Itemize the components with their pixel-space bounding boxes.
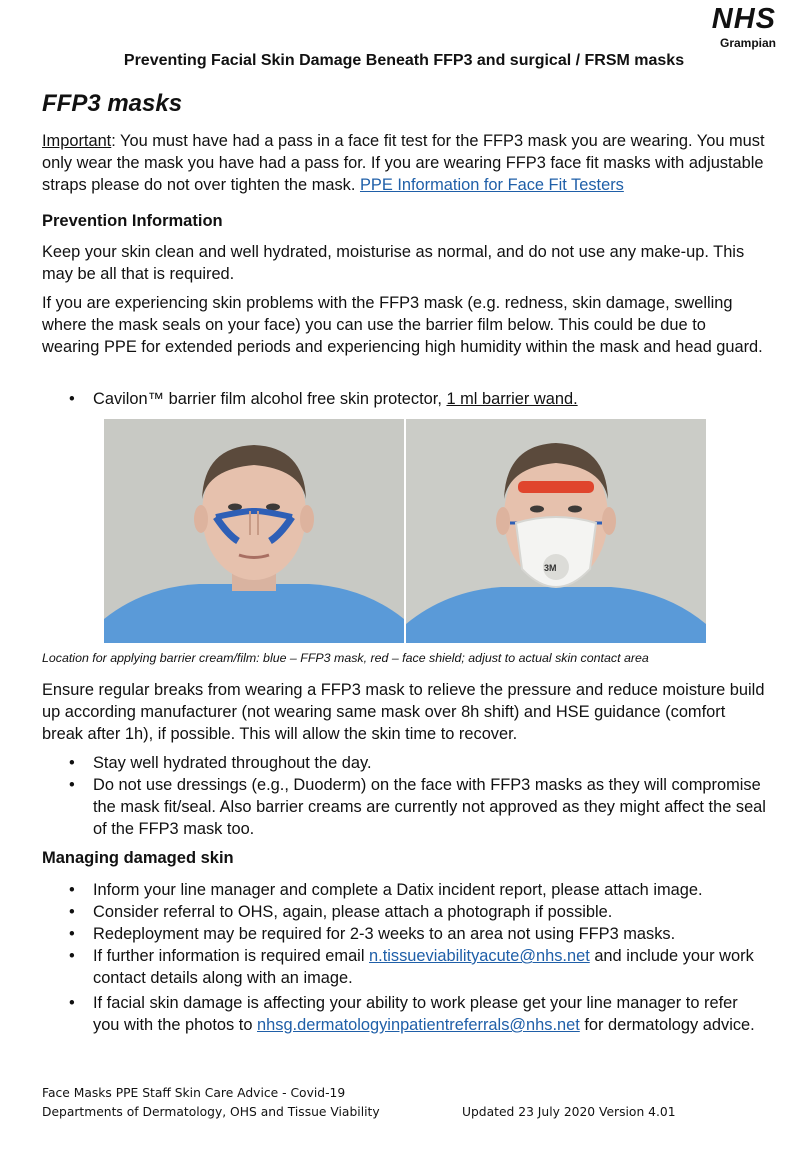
managing-heading: Managing damaged skin	[42, 849, 234, 867]
hydration-list	[42, 752, 767, 840]
list-item-text: Stay well hydrated throughout the day.	[93, 754, 372, 772]
bullet-dot: •	[69, 947, 75, 965]
logo-nhs-text: NHS	[711, 3, 776, 35]
important-paragraph	[42, 130, 767, 196]
bullet-dot: •	[69, 925, 75, 943]
list-item	[42, 774, 767, 840]
list-item	[42, 945, 767, 989]
dermatology-email-link[interactable]: nhsg.dermatologyinpatientreferrals@nhs.net	[257, 1016, 580, 1034]
tissue-viability-email-link[interactable]: n.tissueviabilityacute@nhs.net	[369, 947, 590, 965]
face-illustration-mask	[406, 419, 706, 643]
bullet-dot: •	[69, 994, 75, 1012]
bullet-dot: •	[69, 881, 75, 899]
logo-region: Grampian	[719, 36, 776, 50]
footer-line-2: Departments of Dermatology, OHS and Tissue Viability	[42, 1105, 380, 1119]
managing-list	[42, 879, 767, 1036]
bullet-dot: •	[69, 390, 75, 408]
bullet-dot: •	[69, 754, 75, 772]
important-text: : You must have had a pass in a face fit test for the FFP3 mask you are wearing. You must only wear the mask you have had a pass for. If you are wearing FFP3 face fit masks with adjustable straps please do not over tighten the mask.	[42, 132, 765, 194]
list-item	[42, 879, 767, 901]
nhs-logo	[706, 4, 776, 50]
list-item-text: Redeployment may be required for 2-3 weeks to an area not using FFP3 masks.	[93, 925, 676, 943]
footer-updated: Updated 23 July 2020 Version 4.01	[462, 1105, 676, 1119]
list-item	[42, 923, 767, 945]
list-item-text: Consider referral to OHS, again, please attach a photograph if possible.	[93, 903, 613, 921]
mask-brand-label: 3M	[544, 563, 557, 573]
list-item	[42, 901, 767, 923]
list-item-text: and include your work contact details along with an image.	[93, 947, 754, 987]
list-item	[42, 752, 767, 774]
face-illustration-blue	[104, 419, 404, 643]
prevention-paragraph-1: Keep your skin clean and well hydrated, moisturise as normal, and do not use any make-up. This may be all that is required.	[42, 243, 745, 283]
photo-red-mark-mask	[406, 419, 706, 643]
important-label: Important	[42, 132, 112, 150]
list-item-text: If further information is required email	[93, 947, 370, 965]
photo-blue-marks	[104, 419, 404, 643]
document-title: Preventing Facial Skin Damage Beneath FFP3 and surgical / FRSM masks	[123, 52, 685, 69]
breaks-paragraph: Ensure regular breaks from wearing a FFP3 mask to relieve the pressure and reduce moisture build up according manufacturer (not wearing same mask over 8h shift) and HSE guidance (comfort break after 1h), if possible. This will allow the skin time to recover.	[42, 681, 765, 743]
list-item-text: Inform your line manager and complete a Datix incident report, please attach image.	[93, 881, 703, 899]
list-item-text: for dermatology advice.	[579, 1016, 755, 1034]
section-heading-ffp3: FFP3 masks	[42, 90, 183, 117]
barrier-wand-text: 1 ml barrier wand.	[446, 390, 578, 408]
bullet-dot: •	[69, 776, 75, 794]
bullet-dot: •	[69, 903, 75, 921]
photo-caption: Location for applying barrier cream/film: blue – FFP3 mask, red – face shield; adjust to actual skin contact area	[42, 651, 649, 665]
list-item	[42, 388, 767, 410]
prevention-paragraph-2: If you are experiencing skin problems with the FFP3 mask (e.g. redness, skin damage, swelling where the mask seals on your face) you can use the barrier film below. This could be due to wearing PPE for extended periods and experiencing high humidity within the mask and head guard.	[42, 294, 763, 356]
list-item-text: Do not use dressings (e.g., Duoderm) on the face with FFP3 masks as they will compromise the mask fit/seal. Also barrier creams are currently not approved as they might affect the seal of the FFP3 mask too.	[93, 776, 766, 838]
list-item	[42, 992, 767, 1036]
footer-line-1: Face Masks PPE Staff Skin Care Advice - Covid-19	[42, 1086, 346, 1100]
barrier-film-text: Cavilon™ barrier film alcohol free skin protector,	[93, 390, 447, 408]
face-fit-testers-link[interactable]: PPE Information for Face Fit Testers	[359, 176, 624, 194]
barrier-film-list	[42, 388, 767, 410]
list-item-text: If facial skin damage is affecting your ability to work please get your line manager to refer you with the photos to	[93, 994, 738, 1034]
prevention-heading: Prevention Information	[42, 212, 223, 230]
